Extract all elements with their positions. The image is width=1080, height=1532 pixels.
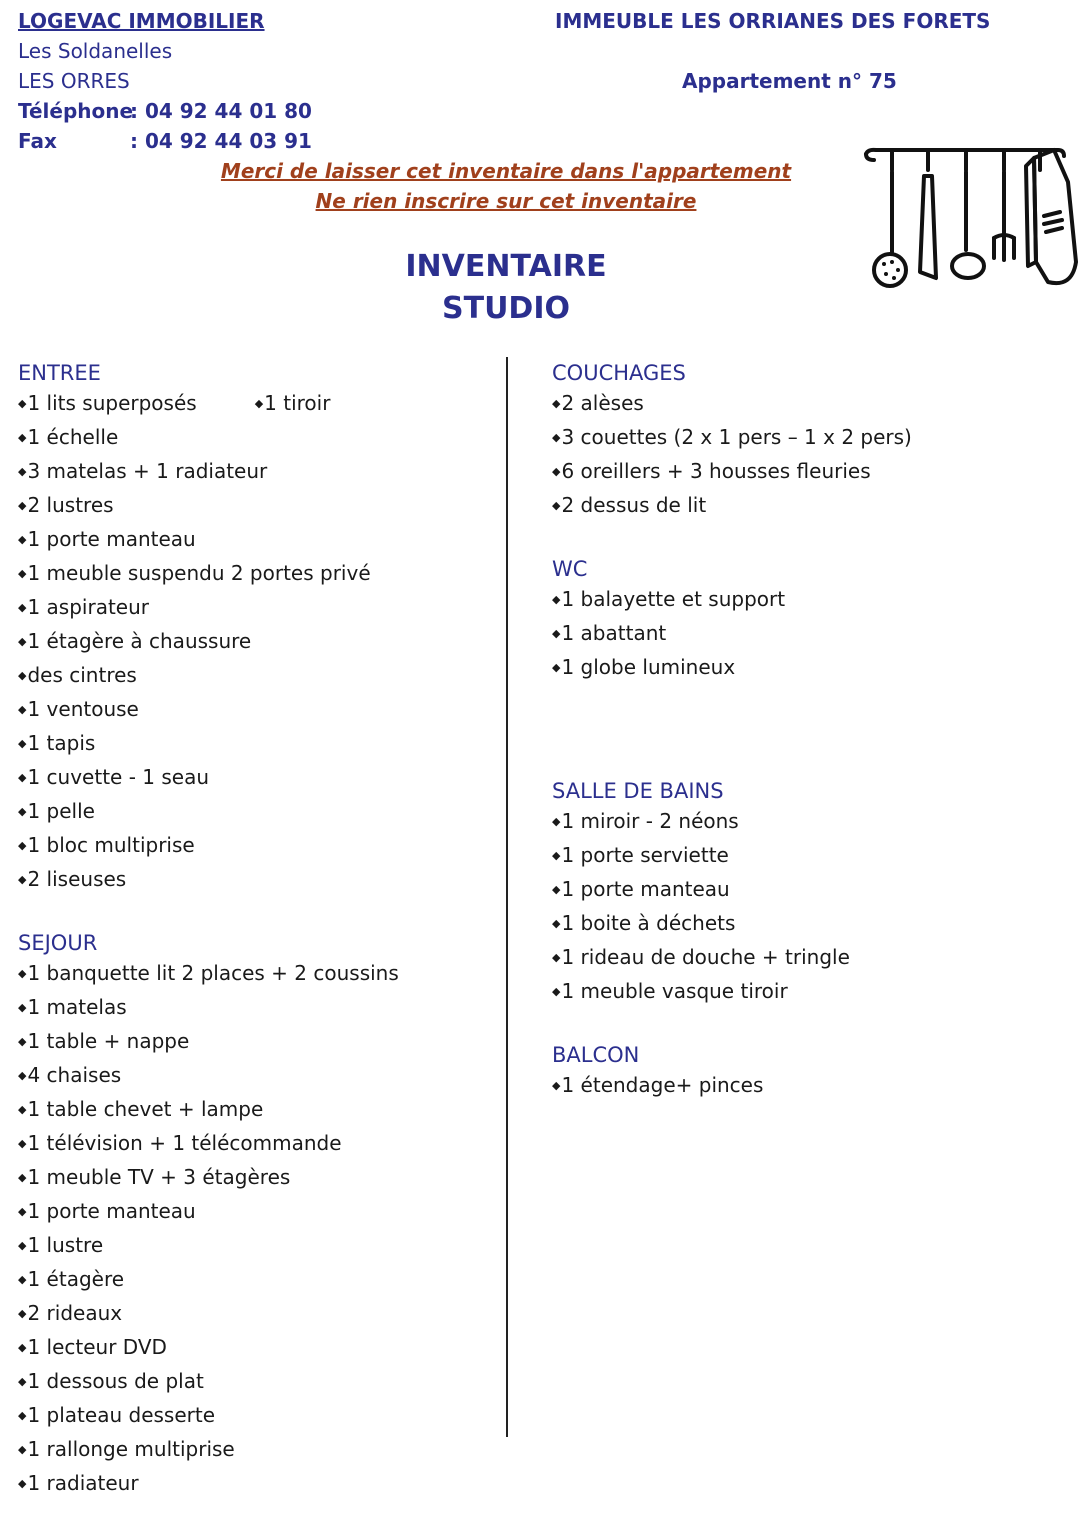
list-item: ◆ 1 porte manteau <box>18 524 399 558</box>
agency-name: LOGEVAC IMMOBILIER <box>18 9 265 33</box>
list-item: ◆ 1 lits superposés◆ 1 tiroir <box>18 388 399 422</box>
list-item: ◆ 1 échelle <box>18 422 399 456</box>
building-name: IMMEUBLE LES ORRIANES DES FORETS <box>555 9 991 33</box>
kitchen-utensils-rack-icon <box>858 142 1080 302</box>
list-item: ◆ 1 plateau desserte <box>18 1400 399 1434</box>
list-item: ◆ 4 chaises <box>18 1060 399 1094</box>
list-item: ◆ 1 meuble vasque tiroir <box>552 976 912 1010</box>
list-item: ◆ 1 boite à déchets <box>552 908 912 942</box>
list-item: ◆ 3 couettes (2 x 1 pers – 1 x 2 pers) <box>552 422 912 456</box>
list-item: ◆ 1 balayette et support <box>552 584 912 618</box>
list-item: ◆ 1 télévision + 1 télécommande <box>18 1128 399 1162</box>
list-item: ◆ 1 lecteur DVD <box>18 1332 399 1366</box>
list-item: ◆ 1 banquette lit 2 places + 2 coussins <box>18 958 399 992</box>
section-title: BALCON <box>552 1043 640 1067</box>
list-item: ◆ 1 tapis <box>18 728 399 762</box>
list-item: ◆ 6 oreillers + 3 housses fleuries <box>552 456 912 490</box>
list-item: ◆ 1 porte serviette <box>552 840 912 874</box>
list-item: ◆ 2 liseuses <box>18 864 399 898</box>
section-couchages <box>552 358 912 524</box>
agency-address-line1: Les Soldanelles <box>18 39 173 63</box>
phone-label: Téléphone <box>18 99 134 123</box>
section-title: SALLE DE BAINS <box>552 779 724 803</box>
list-item: ◆ 1 globe lumineux <box>552 652 912 686</box>
section-sejour <box>18 928 399 1502</box>
section-entree <box>18 358 399 898</box>
list-item: ◆ 1 meuble suspendu 2 portes privé <box>18 558 399 592</box>
list-item: ◆ 1 cuvette - 1 seau <box>18 762 399 796</box>
list-item: ◆ 1 table chevet + lampe <box>18 1094 399 1128</box>
page-subtitle: STUDIO <box>442 291 570 326</box>
inventory-right-column <box>552 358 912 1134</box>
list-item: ◆ 1 matelas <box>18 992 399 1026</box>
list-item: ◆ 1 lustre <box>18 1230 399 1264</box>
section-balcon <box>552 1040 912 1104</box>
list-item: ◆ 1 porte manteau <box>552 874 912 908</box>
section-wc <box>552 554 912 686</box>
list-item: ◆ 1 ventouse <box>18 694 399 728</box>
list-item: ◆ 2 dessus de lit <box>552 490 912 524</box>
inventory-left-column <box>18 358 399 1532</box>
section-title: WC <box>552 557 588 581</box>
list-item: ◆ 1 rideau de douche + tringle <box>552 942 912 976</box>
list-item: ◆ 1 aspirateur <box>18 592 399 626</box>
list-item: ◆ 1 étagère <box>18 1264 399 1298</box>
list-item: ◆ 2 lustres <box>18 490 399 524</box>
list-item: ◆ 1 tiroir <box>255 391 331 415</box>
notice-no-writing: Ne rien inscrire sur cet inventaire <box>315 189 697 213</box>
list-item: ◆ 2 alèses <box>552 388 912 422</box>
section-salle-de-bains <box>552 776 912 1010</box>
list-item: ◆ 1 dessous de plat <box>18 1366 399 1400</box>
list-item: ◆ 1 étendage+ pinces <box>552 1070 912 1104</box>
apartment-number: Appartement n° 75 <box>682 69 897 93</box>
fax-label: Fax <box>18 129 57 153</box>
section-title: SEJOUR <box>18 931 98 955</box>
list-item: ◆ 2 rideaux <box>18 1298 399 1332</box>
page-title: INVENTAIRE <box>405 249 607 284</box>
agency-phone <box>18 96 312 126</box>
list-item: ◆ 1 miroir - 2 néons <box>552 806 912 840</box>
phone-number: : 04 92 44 01 80 <box>130 99 312 123</box>
column-divider <box>506 357 508 1437</box>
section-title: ENTREE <box>18 361 101 385</box>
agency-address-line2: LES ORRES <box>18 69 130 93</box>
list-item: ◆ des cintres <box>18 660 399 694</box>
list-item: ◆ 1 rallonge multiprise <box>18 1434 399 1468</box>
notice-leave-inventory: Merci de laisser cet inventaire dans l'appartement <box>220 159 792 183</box>
agency-fax <box>18 126 312 156</box>
list-item: ◆ 1 abattant <box>552 618 912 652</box>
list-item: ◆ 1 radiateur <box>18 1468 399 1502</box>
list-item: ◆ 1 porte manteau <box>18 1196 399 1230</box>
list-item: ◆ 3 matelas + 1 radiateur <box>18 456 399 490</box>
fax-number: : 04 92 44 03 91 <box>130 129 312 153</box>
list-item: ◆ 1 meuble TV + 3 étagères <box>18 1162 399 1196</box>
section-title: COUCHAGES <box>552 361 686 385</box>
list-item: ◆ 1 pelle <box>18 796 399 830</box>
list-item: ◆ 1 bloc multiprise <box>18 830 399 864</box>
list-item: ◆ 1 table + nappe <box>18 1026 399 1060</box>
list-item: ◆ 1 étagère à chaussure <box>18 626 399 660</box>
